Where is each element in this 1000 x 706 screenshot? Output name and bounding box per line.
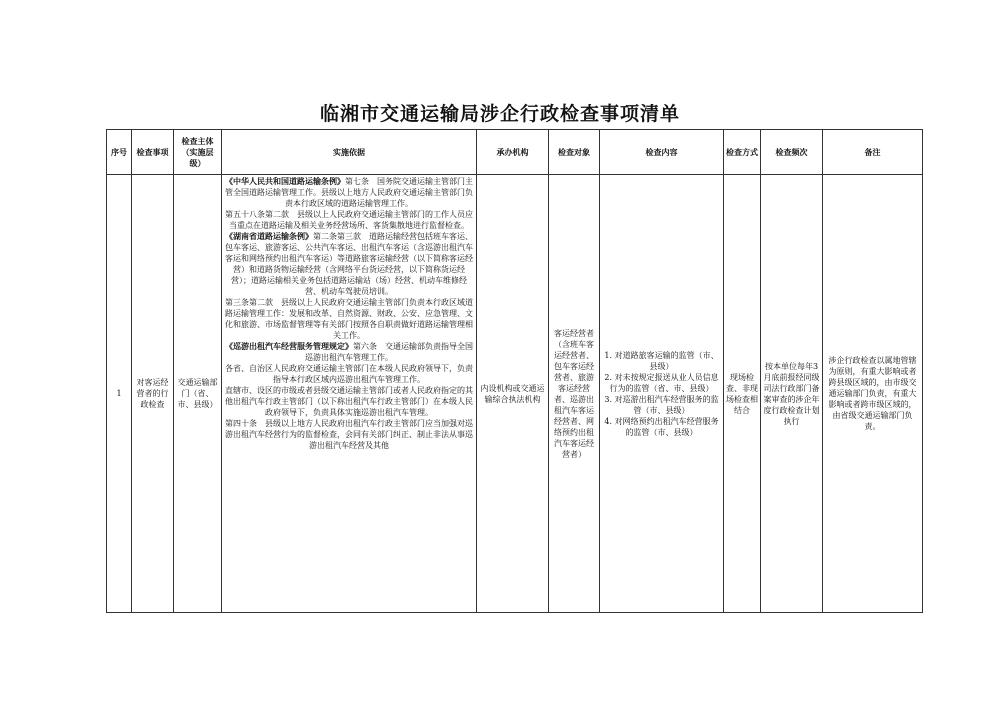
- header-item: 检查事项: [132, 130, 174, 175]
- cell-subject: 交通运输部门（省、市、县级）: [174, 175, 222, 613]
- basis-paragraph: [224, 231, 474, 297]
- cell-remark: 涉企行政检查以属地管辖为原则，有重大影响或者跨县级区域的，由市级交通运输部门负责，有重大影响或者跨市级区域的，由省级交通运输部门负责。: [823, 175, 923, 613]
- cell-object: 客运经营者（含班车客运经营者、包车客运经营者、旅游客运经营者、巡游出租汽车客运经营者、网络预约出租汽车客运经营者）: [549, 175, 600, 613]
- law-name: 《湖南省道路运输条例》: [225, 231, 313, 241]
- cell-content: [600, 175, 724, 613]
- header-subject: 检查主体（实施层级）: [174, 130, 222, 175]
- table-header-row: [107, 130, 923, 175]
- content-item: 4. 对网络预约出租汽车经营服务的监管（市、县级）: [604, 416, 719, 437]
- basis-paragraph: [224, 176, 474, 209]
- content-item: 2. 对未按规定报送从业人员信息行为的监管（省、市、县级）: [604, 372, 719, 393]
- table-row: [107, 175, 923, 613]
- cell-basis: [222, 175, 477, 613]
- basis-text: 第六条 交通运输部负责指导全国巡游出租汽车管理工作。: [305, 342, 473, 362]
- basis-text: 第七条 国务院交通运输主管部门主管全国道路运输管理工作。县级以上地方人民政府交通运输主管部门负责本行政区域的道路运输管理工作。: [225, 177, 473, 208]
- cell-item: 对客运经营者的行政检查: [132, 175, 174, 613]
- header-content: 检查内容: [600, 130, 724, 175]
- header-remark: 备注: [823, 130, 923, 175]
- cell-no: 1: [107, 175, 132, 613]
- header-agency: 承办机构: [477, 130, 549, 175]
- header-object: 检查对象: [549, 130, 600, 175]
- page-title: 临湘市交通运输局涉企行政检查事项清单: [319, 103, 680, 125]
- basis-paragraph: 第五十八条第二款 县级以上人民政府交通运输主管部门的工作人员应当重点在道路运输及相关业务经营场所、客货集散地进行监督检查。: [225, 210, 473, 230]
- content-item: 3. 对巡游出租汽车经营服务的监管（市、县级）: [604, 394, 719, 415]
- header-no: 序号: [107, 130, 132, 175]
- header-basis: 实施依据: [222, 130, 477, 175]
- basis-paragraph: 第四十条 县级以上地方人民政府出租汽车行政主管部门应当加强对巡游出租汽车经营行为的监督检查，会同有关部门纠正、制止非法从事巡游出租汽车经营及其他: [225, 419, 473, 450]
- cell-agency: 内设机构或交通运输综合执法机构: [477, 175, 549, 613]
- basis-paragraph: 直辖市、设区的市级或者县级交通运输主管部门或者人民政府指定的其他出租汽车行政主管部门（以下称出租汽车行政主管部门）在本级人民政府领导下，负责具体实施巡游出租汽车管理。: [225, 386, 473, 417]
- law-name: 《中华人民共和国道路运输条例》: [225, 176, 345, 186]
- cell-method: 现场检查、非现场检查相结合: [724, 175, 761, 613]
- basis-paragraph: [224, 341, 474, 363]
- header-method: 检查方式: [724, 130, 761, 175]
- content-item: 1. 对道路旅客运输的监管（市、县级）: [604, 350, 719, 371]
- basis-text: 第二条第三款 道路运输经营包括班车客运、包车客运、旅游客运、公共汽车客运、出租汽车客运（含巡游出租汽车客运和网络预约出租汽车客运）等道路旅客运输经营（以下简称客运经营）和道路货物运输经营（含网络平台货运经营，以下简称货运经营）；道路运输相关业务包括道路运输站（场）经营、机动车维修经营、机动车驾驶员培训。: [225, 232, 473, 296]
- header-frequency: 检查频次: [761, 130, 823, 175]
- basis-paragraph: 第三条第二款 县级以上人民政府交通运输主管部门负责本行政区域道路运输管理工作：发展和改革、自然资源、财政、公安、应急管理、文化和旅游、市场监督管理等有关部门按照各自职责做好道路运输管理相关工作。: [225, 298, 473, 340]
- inspection-table: [106, 129, 923, 613]
- cell-frequency: 按本单位每年3月底前报经同级司法行政部门备案审查的涉企年度行政检查计划执行: [761, 175, 823, 613]
- law-name: 《巡游出租汽车经营服务管理规定》: [225, 341, 353, 351]
- basis-paragraph: 各省、自治区人民政府交通运输主管部门在本级人民政府领导下，负责指导本行政区域内巡游出租汽车管理工作。: [225, 364, 473, 384]
